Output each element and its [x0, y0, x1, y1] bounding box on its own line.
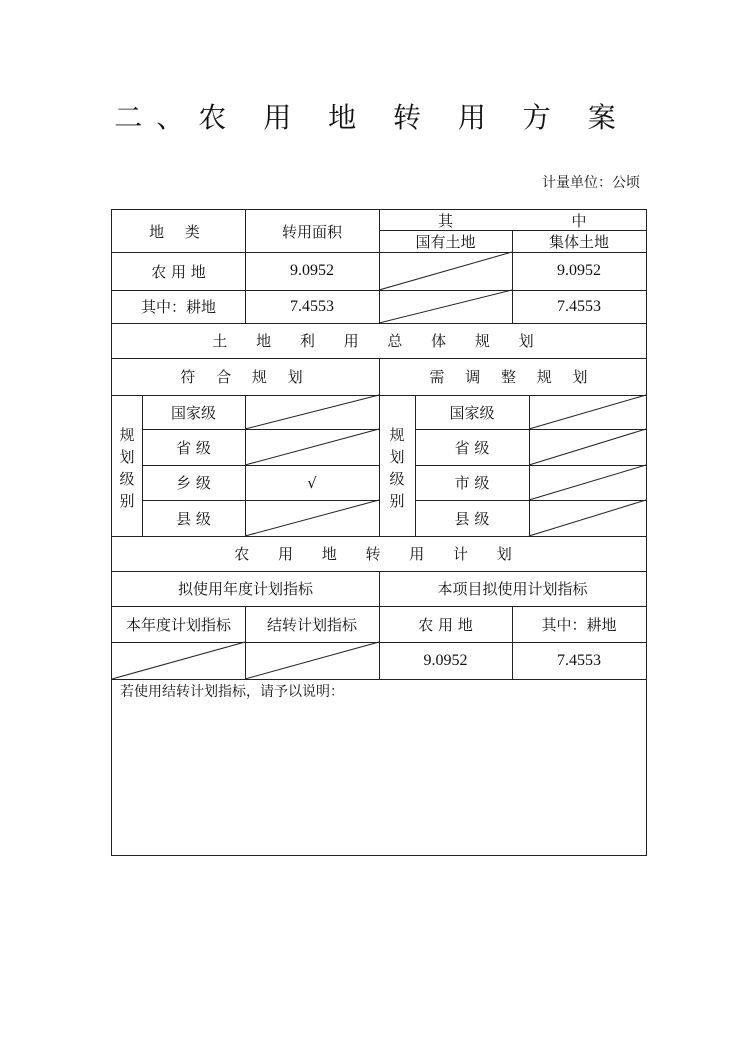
- township-check-mark: √: [307, 473, 317, 492]
- header-annual-index: 拟使用年度计划指标: [177, 580, 313, 598]
- land-conversion-form: [111, 209, 647, 856]
- cultivated-area-value: 7.4553: [290, 297, 334, 315]
- blank-cell-slash: [529, 465, 646, 500]
- header-adjust-plan: 需 调 整 规 划: [429, 368, 596, 386]
- sub-header-carryover: 结转计划指标: [266, 615, 357, 634]
- cultivated-collective-value: 7.4553: [557, 297, 601, 315]
- carryover-explanation-label: 若使用结转计划指标，请予以说明：: [120, 684, 344, 700]
- row-label-farmland: 农 用 地: [151, 262, 206, 281]
- blank-cell-slash: [529, 500, 646, 536]
- header-among-left: 其: [437, 211, 453, 230]
- sub-header-annual: 本年度计划指标: [125, 615, 231, 634]
- sub-header-cultivated: 其中：耕地: [541, 615, 617, 634]
- blank-cell-slash: [245, 642, 379, 679]
- section-title-land-planning: 土 地 利 用 总 体 规 划: [212, 332, 546, 350]
- farmland-area-value: 9.0952: [290, 262, 334, 279]
- left-level-township: 乡 级: [176, 474, 211, 492]
- unit-label: 计量单位：公顷: [542, 175, 640, 191]
- blank-cell-slash: [529, 429, 646, 465]
- blank-cell-slash: [245, 395, 379, 429]
- blank-cell-slash: [245, 500, 379, 536]
- farmland-collective-value: 9.0952: [557, 262, 601, 279]
- side-label-plan-level-left: 规划级别: [119, 426, 135, 510]
- right-level-county: 县 级: [454, 509, 490, 528]
- left-level-national: 国家级: [170, 403, 216, 422]
- blank-cell-slash: [112, 642, 245, 679]
- left-level-county: 县 级: [176, 509, 211, 528]
- side-label-plan-level-right: 规划级别: [389, 426, 405, 510]
- right-level-municipal: 市 级: [454, 474, 490, 492]
- header-conforms-plan: 符 合 规 划: [180, 368, 311, 386]
- blank-cell-slash: [379, 290, 512, 323]
- header-among-right: 中: [571, 211, 587, 230]
- header-land-type: 地 类: [149, 222, 208, 241]
- page-title: 二、农 用 地 转 用 方 案: [114, 101, 630, 134]
- right-level-national: 国家级: [449, 403, 495, 422]
- sub-header-farmland: 农 用 地: [418, 615, 473, 634]
- row-label-cultivated: 其中：耕地: [140, 298, 216, 316]
- header-project-index: 本项目拟使用计划指标: [437, 580, 588, 598]
- left-level-provincial: 省 级: [176, 438, 211, 457]
- blank-cell-slash: [245, 429, 379, 465]
- header-conversion-area: 转用面积: [281, 222, 342, 241]
- blank-cell-slash: [379, 252, 512, 290]
- plan-farmland-value: 9.0952: [423, 651, 468, 669]
- section-title-conversion-plan: 农 用 地 转 用 计 划: [234, 545, 524, 563]
- header-state-land: 国有土地: [415, 232, 476, 251]
- plan-cultivated-value: 7.4553: [557, 651, 601, 669]
- header-collective-land: 集体土地: [548, 232, 609, 251]
- blank-cell-slash: [529, 395, 646, 429]
- right-level-provincial: 省 级: [454, 438, 490, 457]
